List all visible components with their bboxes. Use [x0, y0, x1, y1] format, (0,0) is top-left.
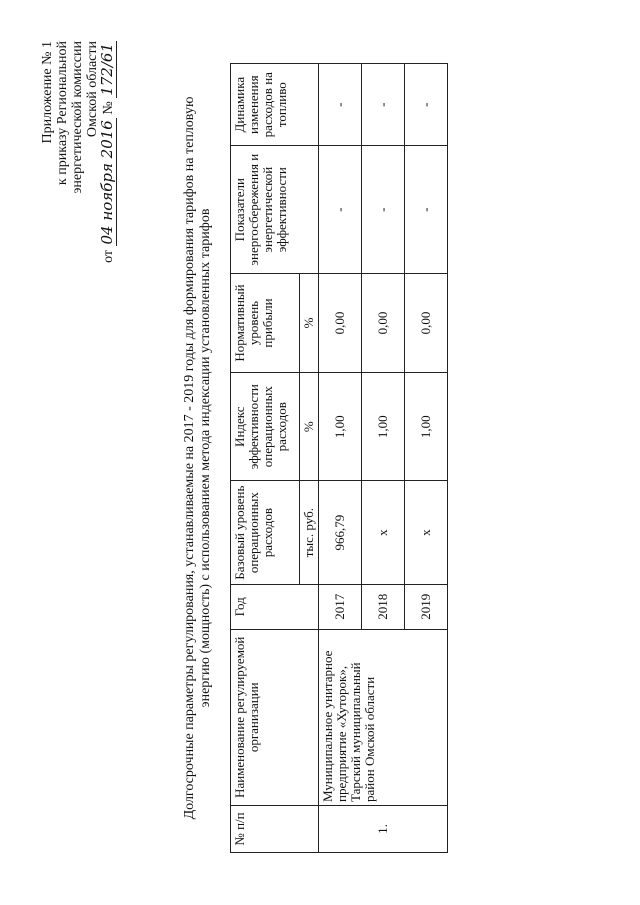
- cell-year: 2018: [362, 584, 405, 629]
- from-label: от: [101, 249, 116, 263]
- appendix-date-line: [100, 41, 116, 263]
- unit-profit: %: [300, 273, 319, 372]
- cell-index: 1,00: [319, 372, 362, 480]
- header-base: Базовый уровень операционных расходов: [231, 480, 300, 584]
- cell-fuel: -: [319, 63, 362, 145]
- unit-index: %: [300, 372, 319, 480]
- title-line-1: Долгосрочные параметры регулирования, устанавливаемые на 2017 - 2019 годы для формирования тарифов на тепловую: [182, 96, 197, 819]
- unit-base: тыс. руб.: [300, 480, 319, 584]
- handwritten-date: 04 ноября 2016: [98, 119, 116, 244]
- document-title: [182, 63, 214, 853]
- cell-profit: 0,00: [319, 273, 362, 372]
- appendix-block: [40, 41, 116, 341]
- organization-name: Муниципальное унитарное предприятие «Хуторок», Тарский муниципальный район Омской области: [319, 629, 448, 805]
- table-header-row: [231, 63, 300, 852]
- cell-base: x: [405, 480, 448, 584]
- table-row: [319, 63, 362, 852]
- parameters-table: [230, 63, 448, 853]
- number-label: №: [101, 100, 116, 115]
- header-fuel: Динамика изменения расходов на топливо: [231, 63, 319, 145]
- appendix-line-1: Приложение № 1: [40, 40, 55, 143]
- cell-base: 966,79: [319, 480, 362, 584]
- header-index: Индекс эффективности операционных расходов: [231, 372, 300, 480]
- cell-index: 1,00: [405, 372, 448, 480]
- header-org: Наименование регулируемой организации: [231, 629, 319, 805]
- appendix-line-2: к приказу Региональной: [55, 40, 70, 185]
- header-profit: Нормативный уровень прибыли: [231, 273, 300, 372]
- cell-index: 1,00: [362, 372, 405, 480]
- cell-profit: 0,00: [362, 273, 405, 372]
- title-line-2: энергию (мощность) с использованием метода индексации установленных тарифов: [198, 208, 213, 707]
- cell-year: 2017: [319, 584, 362, 629]
- appendix-line-4: Омской области: [85, 40, 100, 137]
- header-year: Год: [231, 584, 319, 629]
- rotated-content: [30, 33, 610, 873]
- header-num: № п/п: [231, 805, 319, 852]
- cell-energy: -: [405, 145, 448, 273]
- header-energy: Показатели энергосбережения и энергетической эффективности: [231, 145, 319, 273]
- cell-fuel: -: [405, 63, 448, 145]
- cell-fuel: -: [362, 63, 405, 145]
- cell-year: 2019: [405, 584, 448, 629]
- row-number: 1.: [319, 805, 448, 852]
- cell-energy: -: [362, 145, 405, 273]
- cell-energy: -: [319, 145, 362, 273]
- appendix-line-3: энергетической комиссии: [70, 40, 85, 194]
- cell-base: x: [362, 480, 405, 584]
- handwritten-number: 172/61: [98, 42, 116, 96]
- cell-profit: 0,00: [405, 273, 448, 372]
